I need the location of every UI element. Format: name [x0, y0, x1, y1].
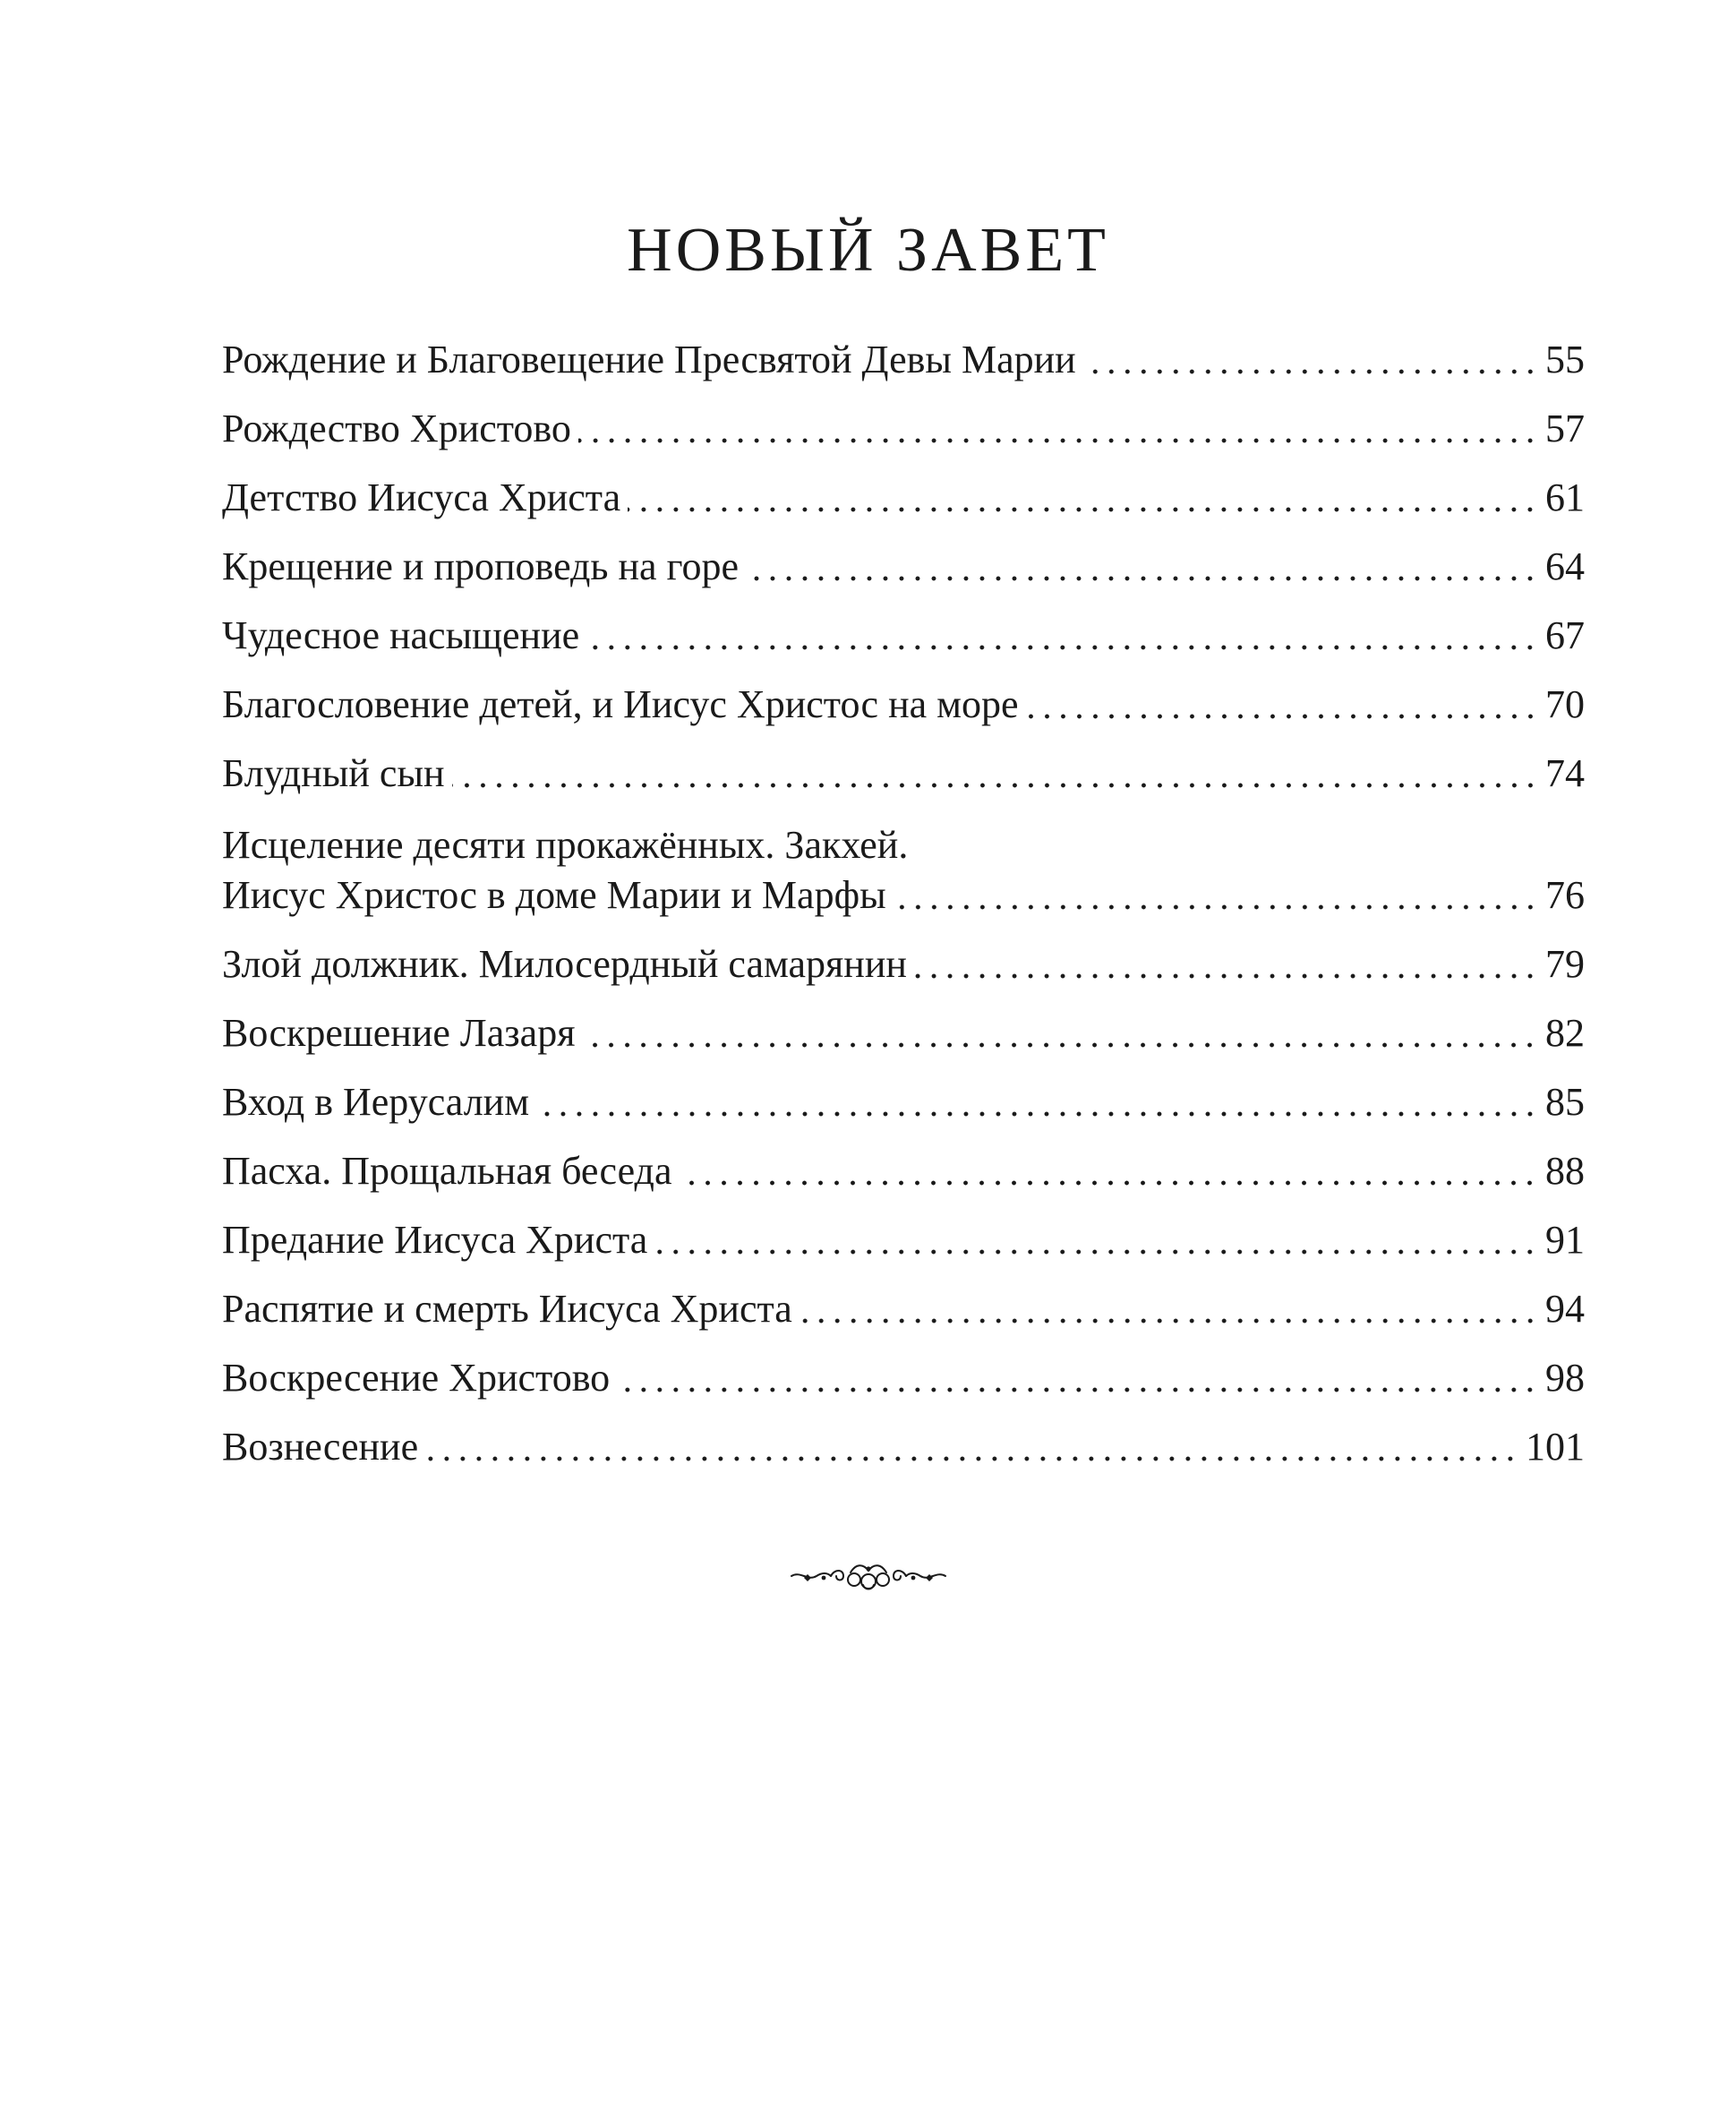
section-title: НОВЫЙ ЗАВЕТ [627, 216, 1109, 285]
toc-entry-title: Крещение и проповедь на горе [222, 544, 740, 588]
toc-entry-page: 70 [1545, 682, 1585, 726]
toc-entry-title: Чудесное насыщение [222, 613, 580, 657]
toc-entry-title: Детство Иисуса Христа [222, 475, 621, 519]
toc-entry[interactable] [222, 732, 1585, 801]
dot-leader [800, 1316, 1538, 1325]
toc-entry-page: 67 [1545, 613, 1585, 657]
toc-entry[interactable] [222, 663, 1585, 732]
dot-leader [617, 1385, 1538, 1394]
dot-leader [1083, 367, 1538, 376]
toc-entry-page: 85 [1545, 1080, 1585, 1124]
dot-leader [914, 972, 1538, 981]
toc-entry[interactable] [222, 594, 1585, 663]
toc-entry[interactable] [222, 1267, 1585, 1336]
toc-entry-title: Вознесение [222, 1425, 419, 1469]
dot-leader [452, 781, 1538, 790]
toc-entry-page: 74 [1545, 751, 1585, 795]
toc-entry-title: Рождение и Благовещение Пресвятой Девы Марии [222, 338, 1076, 381]
dot-leader [578, 436, 1538, 445]
toc-entry-title: Рождество Христово [222, 407, 571, 450]
toc-entry-title: Иисус Христос в доме Марии и Марфы [222, 873, 886, 917]
dot-leader [679, 1178, 1538, 1187]
dot-leader [582, 1041, 1538, 1049]
toc-entry[interactable] [222, 1405, 1585, 1474]
toc-entry-page: 76 [1545, 873, 1585, 917]
dot-leader [894, 903, 1538, 912]
toc-entry[interactable] [222, 991, 1585, 1060]
dot-leader [1026, 712, 1538, 721]
dot-leader [628, 505, 1538, 514]
dot-leader [425, 1454, 1518, 1463]
toc-entry-page: 88 [1545, 1149, 1585, 1193]
toc-entry-page: 101 [1526, 1425, 1585, 1469]
toc-entry-page: 55 [1545, 338, 1585, 381]
toc-entry[interactable] [222, 1198, 1585, 1267]
toc-entry-title: Блудный сын [222, 751, 445, 795]
toc-entry[interactable] [222, 525, 1585, 594]
toc-entry-page: 82 [1545, 1011, 1585, 1055]
toc-entry-title: Распятие и смерть Иисуса Христа [222, 1287, 792, 1331]
toc-entry-title: Воскрешение Лазаря [222, 1011, 576, 1055]
toc-entry-title: Злой должник. Милосердный самарянин [222, 942, 907, 986]
dot-leader [536, 1109, 1538, 1118]
toc-entry[interactable] [222, 1336, 1585, 1405]
dot-leader [586, 643, 1538, 652]
toc-entry[interactable] [222, 318, 1585, 387]
toc-entry[interactable] [222, 456, 1585, 525]
toc-entry[interactable] [222, 922, 1585, 991]
toc-entry[interactable] [222, 1060, 1585, 1129]
toc-entry-page: 64 [1545, 544, 1585, 588]
toc-entry-title: Воскресение Христово [222, 1356, 611, 1400]
toc-entry-page: 91 [1545, 1218, 1585, 1262]
toc-entry-page: 79 [1545, 942, 1585, 986]
toc-entry[interactable] [222, 1129, 1585, 1198]
table-of-contents [222, 318, 1585, 1474]
toc-entry-page: 94 [1545, 1287, 1585, 1331]
toc-entry[interactable] [222, 801, 1585, 922]
dot-leader [746, 574, 1538, 583]
toc-entry-title: Пасха. Прощальная беседа [222, 1149, 672, 1193]
decorative-flourish-icon [788, 1558, 949, 1594]
toc-entry-row [222, 869, 1585, 922]
toc-entry-title-line1: Исцеление десяти прокажённых. Закхей. [222, 823, 909, 867]
toc-entry-page: 61 [1545, 475, 1585, 519]
toc-entry-title: Вход в Иерусалим [222, 1080, 530, 1124]
toc-entry-page: 57 [1545, 407, 1585, 450]
toc-entry-page: 98 [1545, 1356, 1585, 1400]
toc-entry-title: Предание Иисуса Христа [222, 1218, 648, 1262]
toc-entry-title: Благословение детей, и Иисус Христос на море [222, 682, 1019, 726]
toc-entry[interactable] [222, 387, 1585, 456]
dot-leader [654, 1247, 1538, 1256]
